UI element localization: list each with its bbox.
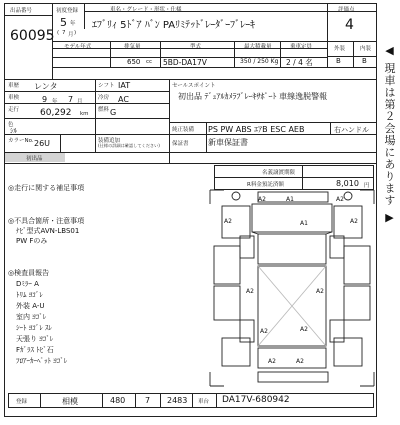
damage-mark: A2 xyxy=(268,358,276,365)
damage-mark: A2 xyxy=(224,218,232,225)
report-item: ｼｰﾄ ﾖｺﾞﾚ ｽﾚ xyxy=(16,324,52,332)
chassis-label: 車台 xyxy=(198,399,210,405)
capacity-label: 乗車定員 xyxy=(290,44,313,50)
mileage-unit: km xyxy=(80,111,89,117)
inspection-label: 車検 xyxy=(8,95,20,101)
warranty-label: 保証書 xyxy=(172,141,189,147)
ac-label: 冷房 xyxy=(98,95,110,101)
handle-value: 右ハンドル xyxy=(334,126,369,134)
inspector-report-label: ◎検査員報告 xyxy=(8,269,50,277)
registration-number: 2483 xyxy=(167,396,188,405)
vehicle-history-label: 車歴 xyxy=(8,83,20,89)
month-value: 7 xyxy=(62,30,66,36)
report-item: Fｶﾞﾗｽ ﾄﾋﾞ石 xyxy=(16,346,54,354)
month-close: ) xyxy=(74,30,77,36)
model-year-label: モデル年式 xyxy=(64,44,92,50)
damage-mark: A1 xyxy=(300,220,308,227)
extra-equipment-sub: (仕様の詳細は確認してください) xyxy=(98,143,160,148)
recycle-fee-value: 8,010 xyxy=(336,179,359,188)
year-label: 初度登録 xyxy=(56,8,79,14)
registration-kana: 7 xyxy=(145,396,151,405)
lot-label: 出品番号 xyxy=(10,8,33,14)
sales-point-label: セールスポイント xyxy=(172,83,216,89)
damage-mark: A1 xyxy=(286,196,294,203)
report-item: 室内 ﾖｺﾞﾚ xyxy=(16,313,47,321)
shift-value: IAT xyxy=(118,81,131,90)
capacity-value: 2 / 4 名 xyxy=(286,58,313,67)
mileage-label: 走行 xyxy=(8,107,20,113)
mileage-value: 60,292 xyxy=(40,108,72,118)
vehicle-history-value: レンタ xyxy=(34,82,58,91)
standard-equipment-value: PS PW ABS ｴｱB ESC AEB xyxy=(208,125,305,134)
fuel-value: G xyxy=(110,108,117,117)
vehicle-name: ｴﾌﾞﾘｨ 5ﾄﾞｱ ﾊﾞﾝ PAﾘﾐﾃｯﾄﾞﾚｰﾀﾞｰﾌﾞﾚｰｷ xyxy=(92,20,256,31)
recycle-fee-label: R料金預託済額 xyxy=(247,182,284,188)
type-value: 5BD-DA17V xyxy=(163,58,207,67)
year-value: 5 xyxy=(60,16,67,29)
inspection-year: 9 xyxy=(42,95,48,104)
first-listing-label: 初出品 xyxy=(26,156,43,162)
color-value: ｼﾙ xyxy=(10,127,17,135)
inspection-month-unit: 月 xyxy=(77,99,83,105)
cc-value: 650 xyxy=(127,58,141,66)
load-value: 350 / 250 Kg xyxy=(240,58,279,65)
damage-mark: A2 xyxy=(246,288,254,295)
damage-mark: A2 xyxy=(316,288,324,295)
int-value: B xyxy=(362,57,367,65)
chassis-number: DA17V-680942 xyxy=(222,395,290,405)
registration-class: 480 xyxy=(110,396,126,405)
report-item: Dﾐﾗｰ A xyxy=(16,280,39,288)
shift-label: シフト xyxy=(98,83,115,89)
report-item: 外装 A-U xyxy=(16,302,45,310)
load-label: 最大積載量 xyxy=(244,44,272,50)
ac-value: AC xyxy=(118,95,129,104)
registration-place: 相模 xyxy=(62,397,78,406)
warranty-value: 新車保証書 xyxy=(208,138,248,147)
venue-notice: ◀ 現車は第２会場にあります ▶ xyxy=(383,44,396,225)
report-item: ﾌﾛｱｰｶｰﾍﾟｯﾄ ﾖｺﾞﾚ xyxy=(16,357,68,365)
driving-notes-label: ◎走行に関する補足事項 xyxy=(8,184,85,192)
lot-number: 60095 xyxy=(10,28,55,44)
cc-unit: cc xyxy=(146,59,153,65)
extra-equipment-label: 装備追加 xyxy=(98,138,121,144)
standard-equipment-label: 純正装備 xyxy=(172,127,195,133)
name-label: 車名・グレード・形状・仕様 xyxy=(110,7,182,13)
damage-mark: A2 xyxy=(350,218,358,225)
name-transfer-label: 名義譲渡期限 xyxy=(262,170,296,176)
damage-mark: A2 xyxy=(258,196,266,203)
damage-mark: A2 xyxy=(336,196,344,203)
cc-label: 排気量 xyxy=(124,44,141,50)
recycle-fee-unit: 円 xyxy=(364,183,370,189)
registration-label: 登録 xyxy=(16,399,28,405)
inspection-month: 7 xyxy=(68,95,74,104)
defect-label: ◎不具合箇所・注意事項 xyxy=(8,217,85,225)
grade-value: 4 xyxy=(345,17,354,33)
ext-label: 外装 xyxy=(334,46,346,52)
ext-value: B xyxy=(336,57,341,65)
damage-mark: A2 xyxy=(296,358,304,365)
inspection-year-unit: 年 xyxy=(52,99,58,105)
color-label: 色 xyxy=(8,122,14,128)
fuel-label: 燃料 xyxy=(98,107,110,113)
type-label: 型式 xyxy=(190,44,202,50)
color-code-label: カラーNo. xyxy=(8,138,34,144)
color-code-value: 26U xyxy=(34,139,51,148)
defect-item-1: ﾅﾋﾞ型式AVN-LBS01 xyxy=(16,227,80,235)
report-item: ﾄﾘﾑ ﾖｺﾞﾚ xyxy=(16,291,43,299)
month-unit: 月 xyxy=(68,32,74,38)
sales-point-text: 初出品 ﾃﾞｭｱﾙｶﾒﾗﾌﾞﾚｰｷｻﾎﾟｰﾄ 車線逸脱警報 xyxy=(178,92,328,101)
report-item: 天張り ﾖｺﾞﾚ xyxy=(16,335,54,343)
grade-label: 評価点 xyxy=(338,7,355,13)
defect-item-2: PW Fのみ xyxy=(16,237,48,245)
int-label: 内装 xyxy=(360,46,372,52)
damage-mark: A2 xyxy=(260,328,268,335)
year-unit: 年 xyxy=(70,21,76,27)
damage-mark: A2 xyxy=(300,326,308,333)
month-open: ( xyxy=(57,30,60,36)
